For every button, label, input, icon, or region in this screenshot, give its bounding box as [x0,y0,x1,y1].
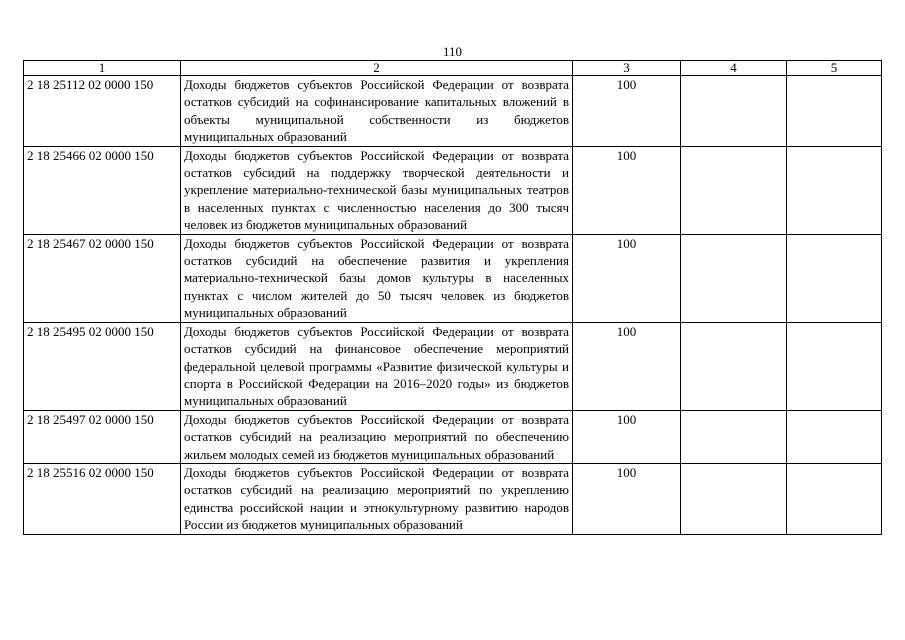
row-amount-cell: 100 [573,410,681,463]
header-row [24,61,882,76]
row-col5-cell [787,463,882,534]
row-col5-cell [787,322,882,410]
row-description-cell: Доходы бюджетов субъектов Российской Федерации от возврата остатков субсидий на реализацию мероприятий по укреплению единства российской нации и этнокультурному развитию народов России из бюджетов муниципальных образований [181,463,573,534]
row-code-cell: 2 18 25516 02 0000 150 [24,463,181,534]
row-amount-cell: 100 [573,322,681,410]
row-code-cell: 2 18 25466 02 0000 150 [24,146,181,234]
row-col5-cell [787,76,882,147]
row-description-cell: Доходы бюджетов субъектов Российской Федерации от возврата остатков субсидий на финансовое обеспечение мероприятий федеральной целевой программы «Развитие физической культуры и спорта в Российской Федерации на 2016–2020 годы» из бюджетов муниципальных образований [181,322,573,410]
column-header-5: 5 [787,61,882,76]
row-amount-cell: 100 [573,76,681,147]
column-header-3: 3 [573,61,681,76]
row-description-cell: Доходы бюджетов субъектов Российской Федерации от возврата остатков субсидий на обеспечение развития и укрепления материально-технической базы домов культуры в населенных пунктах с числом жителей до 50 тысяч человек из бюджетов муниципальных образований [181,234,573,322]
row-col4-cell [681,322,787,410]
row-code-cell: 2 18 25497 02 0000 150 [24,410,181,463]
row-col4-cell [681,234,787,322]
row-col4-cell [681,76,787,147]
table-row [24,234,882,322]
table-row [24,146,882,234]
row-col4-cell [681,146,787,234]
column-header-2: 2 [181,61,573,76]
row-col5-cell [787,146,882,234]
row-col4-cell [681,463,787,534]
row-col5-cell [787,234,882,322]
row-amount-cell: 100 [573,463,681,534]
row-description-cell: Доходы бюджетов субъектов Российской Федерации от возврата остатков субсидий на реализацию мероприятий по обеспечению жильем молодых семей из бюджетов муниципальных образований [181,410,573,463]
row-code-cell: 2 18 25495 02 0000 150 [24,322,181,410]
page-number: 110 [442,44,463,59]
row-col4-cell [681,410,787,463]
table-row [24,410,882,463]
row-amount-cell: 100 [573,234,681,322]
budget-table [23,60,882,535]
row-description-cell: Доходы бюджетов субъектов Российской Федерации от возврата остатков субсидий на поддержку творческой деятельности и укрепление материально-технической базы муниципальных театров в населенных пунктах с численностью населения до 300 тысяч человек из бюджетов муниципальных образований [181,146,573,234]
row-amount-cell: 100 [573,146,681,234]
column-header-1: 1 [24,61,181,76]
row-description-cell: Доходы бюджетов субъектов Российской Федерации от возврата остатков субсидий на софинансирование капитальных вложений в объекты муниципальной собственности из бюджетов муниципальных образований [181,76,573,147]
row-code-cell: 2 18 25467 02 0000 150 [24,234,181,322]
row-col5-cell [787,410,882,463]
table-row [24,322,882,410]
table-row [24,76,882,147]
column-header-4: 4 [681,61,787,76]
row-code-cell: 2 18 25112 02 0000 150 [24,76,181,147]
table-row [24,463,882,534]
